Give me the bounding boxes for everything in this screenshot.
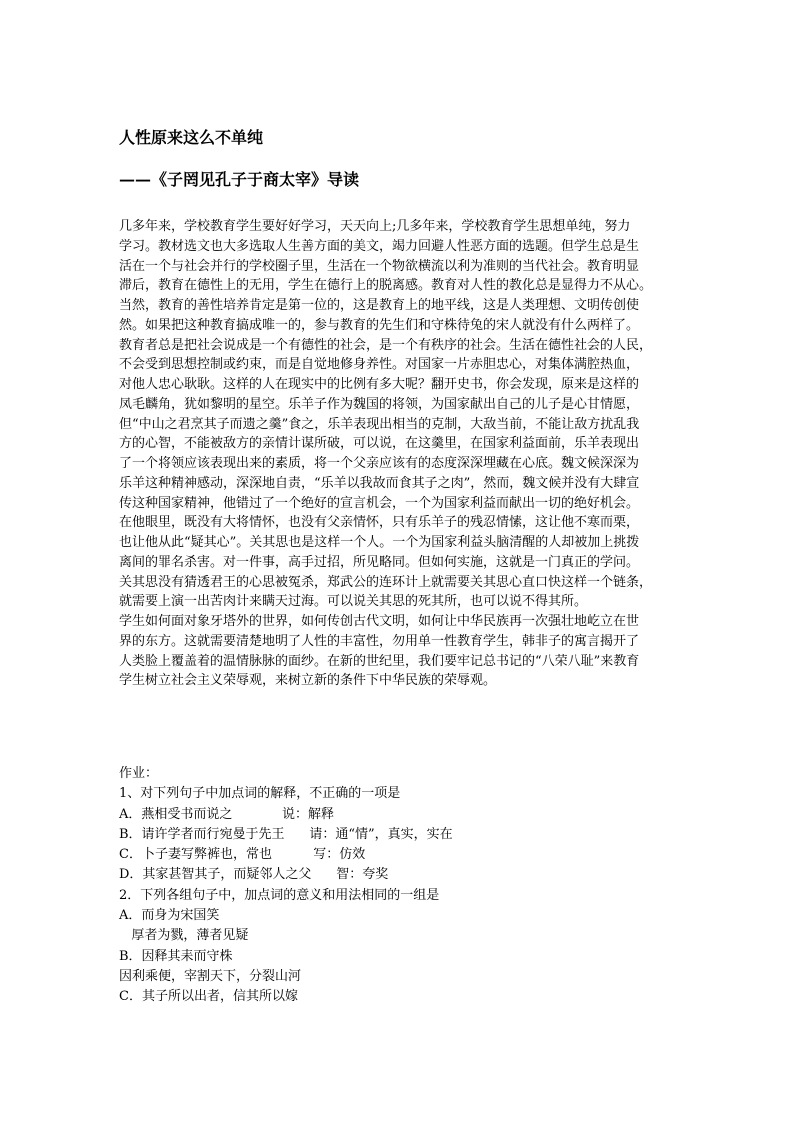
body-line: 学生如何面对象牙塔外的世界，如何传创古代文明，如何让中华民族再一次强壮地屹立在世: [119, 614, 640, 629]
body-line: 滞后，教育在德性上的无用，学生在德行上的脱离感。教育对人性的教化总是显得力不从心。: [119, 278, 653, 294]
body-line: 传这种国家精神，他错过了一个绝好的宣言机会，一个为国家利益而献出一切的绝好机会。: [119, 495, 640, 511]
body-line: 乐羊这种精神感动，深深地自责，“乐羊以我故而食其子之肉”，然而，魏文候并没有大肆宣: [119, 475, 640, 491]
body-line: 凤毛麟角，犹如黎明的星空。乐羊子作为魏国的将领，为国家献出自己的儿子是心甘情愿，: [119, 396, 640, 412]
body-line: 但“中山之君烹其子而遗之羹”食之，乐羊表现出相当的克制，大敌当前，不能让敌方扰乱我: [119, 416, 640, 432]
body-line: 教育者总是把社会说成是一个有德性的社会，是一个有秩序的社会。生活在德性社会的人民，: [119, 337, 653, 353]
exercise-option-continuation: 因利乘便，宰割天下，分裂山河: [119, 968, 302, 984]
body-line: 几多年来，学校教育学生要好好学习，天天向上;几多年来，学校教育学生思想单纯，努力: [119, 219, 631, 234]
body-line: 不会受到思想控制或约束，而是自觉地修身养性。对国家一片赤胆忠心，对集体满腔热血，: [119, 357, 640, 373]
body-line: 界的东方。这就需要清楚地明了人性的丰富性，勿用单一性教育学生，韩非子的寓言揭开了: [119, 633, 640, 649]
exercise-option: B．请许学者而行宛曼于先王 请：通“情”，真实，实在: [119, 826, 453, 842]
body-line: 关其思没有猜透君王的心思被冤杀，郑武公的连环计上就需要关其思心直口快这样一个链条，: [119, 574, 653, 590]
exercise-section: [119, 764, 679, 1008]
exercise-option: C．其子所以出者，信其所以嫁: [119, 989, 298, 1005]
body-line: 学生树立社会主义荣辱观，来树立新的条件下中华民族的荣辱观。: [119, 673, 497, 689]
document-title: 人性原来这么不单纯: [119, 128, 264, 147]
body-text: [119, 217, 679, 691]
exercise-option-continuation: 厚者为戮，薄者见疑: [119, 928, 249, 944]
document-subtitle: ——《子罔见孔子于商太宰》导读: [119, 170, 360, 189]
exercise-option: B．因释其耒而守株: [119, 948, 233, 964]
exercise-option: A．而身为宋国笑: [119, 908, 220, 924]
exercise-question: 2．下列各组句子中，加点词的意义和用法相同的一组是: [119, 887, 440, 903]
body-line: 然。如果把这种教育搞成唯一的，参与教育的先生们和守株待兔的宋人就没有什么两样了。: [119, 317, 640, 333]
exercise-option: A．燕相受书而说之 说：解释: [119, 806, 334, 822]
body-line: 人类脸上覆盖着的温情脉脉的面纱。在新的世纪里，我们要牢记总书记的“八荣八耻”来教育: [119, 653, 640, 669]
body-line: 了一个将领应该表现出来的素质，将一个父亲应该有的态度深深埋藏在心底。魏文候深深为: [119, 456, 640, 471]
body-line: 学习。教材选文也大多选取人生善方面的美文，竭力回避人性恶方面的选题。但学生总是生: [119, 238, 640, 254]
body-line: 就需要上演一出苦肉计来瞒天过海。可以说关其思的死其所，也可以说不得其所。: [119, 594, 588, 610]
body-line: 方的心智，不能被敌方的亲情计谋所破，可以说，在这羹里，在国家利益面前，乐羊表现出: [119, 436, 640, 452]
exercise-option: D．其家甚智其子，而疑邻人之父 智：夸奖: [119, 867, 389, 883]
body-line: 也让他从此“疑其心”。关其思也是这样一个人。一个为国家利益头脑清醒的人却被加上挑拨: [119, 535, 640, 550]
exercise-option: C．卜子妻写弊裤也，常也 写：仿效: [119, 847, 366, 863]
exercise-question: 1、对下列句子中加点词的解释，不正确的一项是: [119, 786, 401, 802]
body-line: 对他人忠心耿耿。这样的人在现实中的比例有多大呢？翻开史书，你会发现，原来是这样的: [119, 377, 640, 392]
body-line: 当然，教育的善性培养肯定是第一位的，这是教育上的地平线，这是人类理想、文明传创使: [119, 298, 640, 313]
body-line: 活在一个与社会并行的学校圈子里，生活在一个物欲横流以利为准则的当代社会。教育明显: [119, 258, 640, 274]
body-line: 离间的罪名杀害。对一件事，高手过招，所见略同。但如何实施，这就是一门真正的学问。: [119, 554, 640, 570]
body-line: 在他眼里，既没有大将情怀，也没有父亲情怀，只有乐羊子的残忍情愫，这让他不寒而栗，: [119, 515, 640, 531]
exercise-heading: 作业：: [119, 766, 159, 781]
